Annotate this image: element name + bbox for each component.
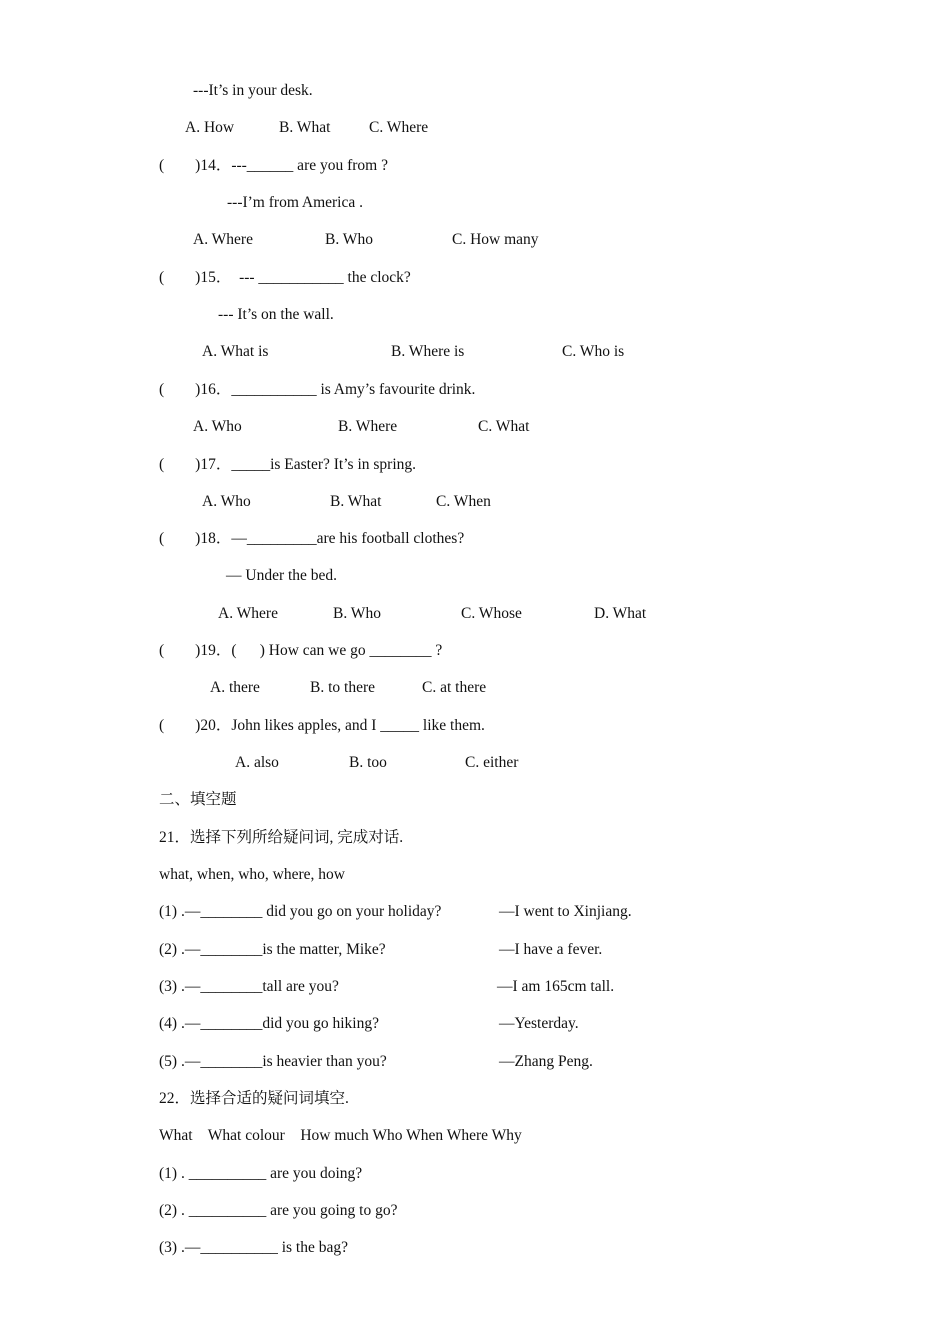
q21-item-answer: —Yesterday. [499, 1015, 579, 1032]
q20-option-c: C. either [465, 754, 519, 771]
q13-option-a: A. How [185, 119, 235, 136]
q21-item-question: (5) .—________is heavier than you? [159, 1053, 387, 1070]
q20-option-a: A. also [235, 754, 279, 771]
q14-option-b: B. Who [325, 231, 373, 248]
q21-item-answer: —I have a fever. [499, 941, 603, 958]
q21-item-question: (1) .—________ did you go on your holiday? [159, 903, 442, 920]
q21-item-answer: —I went to Xinjiang. [499, 903, 632, 920]
q18-stem: ( )18．—_________are his football clothes? [159, 530, 465, 547]
q15-reply: --- It’s on the wall. [218, 306, 334, 323]
q22-item: (2) . __________ are you going to go? [159, 1202, 398, 1219]
q15-stem: ( )15． --- ___________ the clock? [159, 269, 411, 286]
q16-option-b: B. Where [338, 418, 398, 435]
q15-option-c: C. Who is [562, 343, 625, 360]
q15-option-b: B. Where is [391, 343, 465, 360]
q18-option-c: C. Whose [461, 605, 522, 622]
q14-option-a: A. Where [193, 231, 253, 248]
q19-option-c: C. at there [422, 679, 487, 696]
q17-option-c: C. When [436, 493, 491, 510]
q17-option-a: A. Who [202, 493, 251, 510]
q21-item-answer: —I am 165cm tall. [497, 978, 615, 995]
q14-option-c: C. How many [452, 231, 539, 248]
q20-option-b: B. too [349, 754, 387, 771]
q19-option-b: B. to there [310, 679, 375, 696]
q16-option-c: C. What [478, 418, 530, 435]
q21-item-answer: —Zhang Peng. [499, 1053, 593, 1070]
q22-title: 22．选择合适的疑问词填空. [159, 1090, 349, 1107]
q13-answer-line: ---It’s in your desk. [193, 82, 313, 99]
q18-option-d: D. What [594, 605, 647, 622]
q16-stem: ( )16．___________ is Amy’s favourite drink. [159, 381, 476, 398]
q19-stem: ( )19．( ) How can we go ________ ? [159, 642, 443, 659]
q22-word-bank: What What colour How much Who When Where Why [159, 1127, 522, 1144]
q20-stem: ( )20．John likes apples, and I _____ like them. [159, 717, 485, 734]
q21-word-bank: what, when, who, where, how [159, 866, 345, 883]
section-heading: 二、填空题 [159, 791, 237, 808]
q13-option-b: B. What [279, 119, 331, 136]
q22-item: (3) .—__________ is the bag? [159, 1239, 348, 1256]
q21-item-question: (3) .—________tall are you? [159, 978, 339, 995]
q13-option-c: C. Where [369, 119, 429, 136]
q19-option-a: A. there [210, 679, 260, 696]
q16-option-a: A. Who [193, 418, 242, 435]
q21-item-question: (4) .—________did you go hiking? [159, 1015, 379, 1032]
q22-item: (1) . __________ are you doing? [159, 1165, 363, 1182]
q18-option-a: A. Where [218, 605, 278, 622]
q21-item-question: (2) .—________is the matter, Mike? [159, 941, 386, 958]
q17-option-b: B. What [330, 493, 382, 510]
q21-title: 21．选择下列所给疑问词, 完成对话. [159, 829, 404, 846]
q14-reply: ---I’m from America . [227, 194, 363, 211]
q17-stem: ( )17．_____is Easter? It’s in spring. [159, 456, 417, 473]
q14-stem: ( )14．---______ are you from ? [159, 157, 388, 174]
q18-reply: — Under the bed. [226, 567, 338, 584]
q15-option-a: A. What is [202, 343, 269, 360]
q18-option-b: B. Who [333, 605, 381, 622]
